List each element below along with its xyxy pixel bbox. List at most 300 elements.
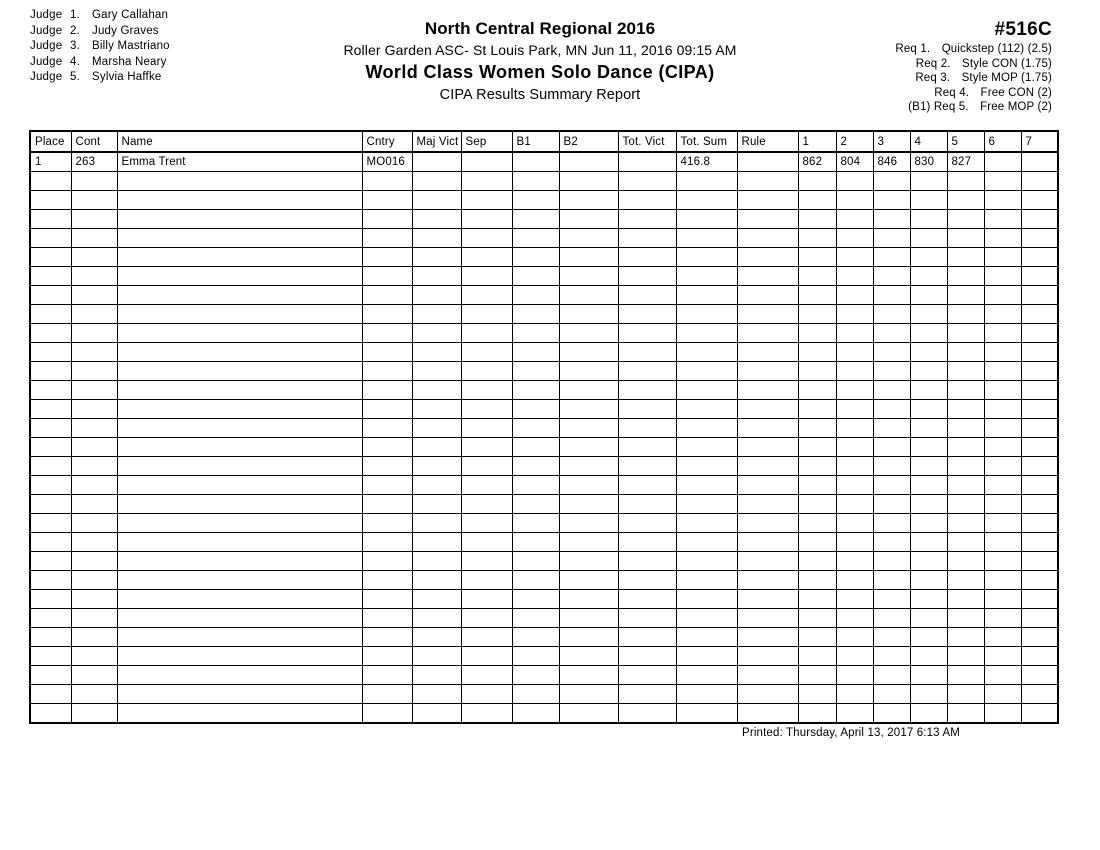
table-row-empty[interactable] xyxy=(30,571,1058,590)
cell-place xyxy=(30,666,71,685)
cell-cont xyxy=(71,476,117,495)
column-header-rule: Rule xyxy=(737,131,798,152)
cell-j5 xyxy=(947,343,984,362)
cell-b2 xyxy=(559,305,618,324)
cell-tot_vict xyxy=(618,685,676,704)
cell-tot_sum xyxy=(676,533,737,552)
cell-j4 xyxy=(910,647,947,666)
cell-maj_vict xyxy=(412,704,461,724)
cell-j2 xyxy=(836,438,873,457)
cell-b1 xyxy=(512,210,559,229)
judge-label: Judge xyxy=(30,55,63,68)
cell-tot_vict xyxy=(618,666,676,685)
cell-j7 xyxy=(1021,419,1058,438)
cell-j4 xyxy=(910,286,947,305)
cell-cont xyxy=(71,457,117,476)
cell-tot_vict xyxy=(618,267,676,286)
cell-j6 xyxy=(984,381,1021,400)
table-row-empty[interactable] xyxy=(30,609,1058,628)
cell-j7 xyxy=(1021,647,1058,666)
cell-tot_vict xyxy=(618,191,676,210)
cell-j2 xyxy=(836,514,873,533)
cell-j1 xyxy=(798,381,836,400)
cell-b2 xyxy=(559,495,618,514)
cell-b1 xyxy=(512,305,559,324)
table-row-empty[interactable] xyxy=(30,704,1058,724)
cell-maj_vict xyxy=(412,666,461,685)
cell-j2 xyxy=(836,362,873,381)
table-row-empty[interactable] xyxy=(30,343,1058,362)
cell-rule xyxy=(737,476,798,495)
cell-b1 xyxy=(512,476,559,495)
table-row-empty[interactable] xyxy=(30,248,1058,267)
cell-tot_sum xyxy=(676,381,737,400)
cell-place xyxy=(30,476,71,495)
cell-name xyxy=(117,571,362,590)
cell-cntry xyxy=(362,666,412,685)
cell-j2 xyxy=(836,457,873,476)
table-row-empty[interactable] xyxy=(30,381,1058,400)
printed-timestamp: Printed: Thursday, April 13, 2017 6:13 AM xyxy=(742,727,960,739)
judge-number: 4. xyxy=(70,55,80,68)
cell-j5 xyxy=(947,191,984,210)
cell-j1 xyxy=(798,400,836,419)
report-title-block xyxy=(260,18,820,106)
cell-j6 xyxy=(984,305,1021,324)
cell-j5 xyxy=(947,495,984,514)
cell-maj_vict xyxy=(412,419,461,438)
cell-maj_vict xyxy=(412,362,461,381)
cell-j5 xyxy=(947,267,984,286)
cell-b2 xyxy=(559,362,618,381)
cell-name xyxy=(117,419,362,438)
cell-b2 xyxy=(559,552,618,571)
cell-j6 xyxy=(984,400,1021,419)
cell-j7 xyxy=(1021,191,1058,210)
cell-b2 xyxy=(559,704,618,724)
cell-j6 xyxy=(984,210,1021,229)
cell-j4 xyxy=(910,628,947,647)
cell-sep xyxy=(461,229,512,248)
cell-tot_vict xyxy=(618,704,676,724)
cell-cntry xyxy=(362,191,412,210)
table-row-empty[interactable] xyxy=(30,210,1058,229)
cell-b1 xyxy=(512,666,559,685)
cell-cont xyxy=(71,210,117,229)
requirement-text: Free MOP (2) xyxy=(980,101,1052,113)
cell-maj_vict xyxy=(412,628,461,647)
table-row-empty[interactable] xyxy=(30,552,1058,571)
cell-b1 xyxy=(512,647,559,666)
cell-j1 xyxy=(798,324,836,343)
cell-j1 xyxy=(798,172,836,191)
cell-b1 xyxy=(512,400,559,419)
cell-tot_sum xyxy=(676,666,737,685)
cell-j3 xyxy=(873,438,910,457)
cell-j2 xyxy=(836,210,873,229)
table-row[interactable] xyxy=(30,152,1058,172)
judge-name: Judy Graves xyxy=(92,24,159,37)
cell-tot_sum xyxy=(676,704,737,724)
requirement-number: 2. xyxy=(940,57,951,70)
requirement-prefix: (B1) xyxy=(908,101,931,113)
table-row-empty[interactable] xyxy=(30,305,1058,324)
column-header-j3: 3 xyxy=(873,131,910,152)
cell-cont xyxy=(71,533,117,552)
cell-cntry xyxy=(362,457,412,476)
cell-name xyxy=(117,552,362,571)
cell-maj_vict xyxy=(412,400,461,419)
table-row-empty[interactable] xyxy=(30,495,1058,514)
cell-j5: 827 xyxy=(947,152,984,172)
cell-place xyxy=(30,552,71,571)
cell-j5 xyxy=(947,685,984,704)
cell-place xyxy=(30,400,71,419)
cell-b1 xyxy=(512,514,559,533)
cell-place xyxy=(30,191,71,210)
table-row-empty[interactable] xyxy=(30,286,1058,305)
cell-name xyxy=(117,400,362,419)
cell-b2 xyxy=(559,191,618,210)
cell-maj_vict xyxy=(412,590,461,609)
cell-cntry xyxy=(362,476,412,495)
cell-j4 xyxy=(910,400,947,419)
cell-maj_vict xyxy=(412,286,461,305)
table-row-empty[interactable] xyxy=(30,400,1058,419)
cell-place xyxy=(30,628,71,647)
cell-maj_vict xyxy=(412,552,461,571)
cell-b2 xyxy=(559,514,618,533)
cell-tot_vict xyxy=(618,457,676,476)
column-header-name: Name xyxy=(117,131,362,152)
cell-j7 xyxy=(1021,172,1058,191)
cell-place xyxy=(30,514,71,533)
cell-rule xyxy=(737,286,798,305)
cell-sep xyxy=(461,609,512,628)
cell-cntry xyxy=(362,647,412,666)
table-row-empty[interactable] xyxy=(30,628,1058,647)
cell-sep xyxy=(461,305,512,324)
table-row-empty[interactable] xyxy=(30,172,1058,191)
cell-sep xyxy=(461,628,512,647)
cell-j6 xyxy=(984,248,1021,267)
cell-name xyxy=(117,457,362,476)
cell-b2 xyxy=(559,152,618,172)
cell-name xyxy=(117,381,362,400)
cell-sep xyxy=(461,286,512,305)
cell-j7 xyxy=(1021,666,1058,685)
table-row-empty[interactable] xyxy=(30,666,1058,685)
cell-b1 xyxy=(512,286,559,305)
column-header-b2: B2 xyxy=(559,131,618,152)
cell-j7 xyxy=(1021,495,1058,514)
cell-tot_sum xyxy=(676,191,737,210)
cell-name xyxy=(117,647,362,666)
cell-rule xyxy=(737,571,798,590)
cell-b1 xyxy=(512,495,559,514)
cell-j7 xyxy=(1021,324,1058,343)
cell-maj_vict xyxy=(412,647,461,666)
cell-tot_sum xyxy=(676,571,737,590)
cell-tot_vict xyxy=(618,172,676,191)
cell-tot_vict xyxy=(618,647,676,666)
column-header-cont: Cont xyxy=(71,131,117,152)
event-number: #516C xyxy=(994,19,1052,40)
cell-tot_sum xyxy=(676,628,737,647)
cell-j3 xyxy=(873,457,910,476)
cell-j6 xyxy=(984,666,1021,685)
cell-maj_vict xyxy=(412,476,461,495)
cell-j7 xyxy=(1021,343,1058,362)
cell-j1 xyxy=(798,305,836,324)
cell-sep xyxy=(461,324,512,343)
cell-b2 xyxy=(559,172,618,191)
table-row-empty[interactable] xyxy=(30,590,1058,609)
column-header-j1: 1 xyxy=(798,131,836,152)
judge-entry xyxy=(30,39,280,55)
cell-maj_vict xyxy=(412,305,461,324)
cell-maj_vict xyxy=(412,438,461,457)
requirement-entry xyxy=(792,71,1052,86)
cell-j7 xyxy=(1021,704,1058,724)
cell-place xyxy=(30,305,71,324)
cell-b2 xyxy=(559,438,618,457)
cell-j4 xyxy=(910,552,947,571)
judge-number: 2. xyxy=(70,24,80,37)
table-row-empty[interactable] xyxy=(30,514,1058,533)
cell-sep xyxy=(461,495,512,514)
cell-cntry xyxy=(362,305,412,324)
cell-j6 xyxy=(984,152,1021,172)
cell-j2 xyxy=(836,305,873,324)
cell-sep xyxy=(461,476,512,495)
cell-name xyxy=(117,628,362,647)
cell-j4 xyxy=(910,590,947,609)
cell-j6 xyxy=(984,419,1021,438)
cell-rule xyxy=(737,438,798,457)
cell-tot_sum xyxy=(676,552,737,571)
cell-place xyxy=(30,704,71,724)
cell-j6 xyxy=(984,229,1021,248)
cell-name xyxy=(117,438,362,457)
cell-j1 xyxy=(798,191,836,210)
cell-tot_vict xyxy=(618,590,676,609)
cell-b2 xyxy=(559,533,618,552)
cell-j4: 830 xyxy=(910,152,947,172)
cell-j3 xyxy=(873,419,910,438)
cell-sep xyxy=(461,343,512,362)
cell-j5 xyxy=(947,229,984,248)
column-header-j5: 5 xyxy=(947,131,984,152)
cell-place xyxy=(30,286,71,305)
cell-name xyxy=(117,666,362,685)
cell-tot_vict xyxy=(618,571,676,590)
cell-j2 xyxy=(836,381,873,400)
column-header-cntry: Cntry xyxy=(362,131,412,152)
cell-j6 xyxy=(984,343,1021,362)
requirement-entry xyxy=(792,57,1052,72)
cell-j2 xyxy=(836,495,873,514)
cell-j2 xyxy=(836,343,873,362)
cell-j2 xyxy=(836,609,873,628)
cell-cont xyxy=(71,172,117,191)
cell-place xyxy=(30,495,71,514)
cell-j7 xyxy=(1021,229,1058,248)
cell-j1 xyxy=(798,666,836,685)
cell-j6 xyxy=(984,647,1021,666)
judge-number: 1. xyxy=(70,9,80,21)
requirement-text: Style CON (1.75) xyxy=(962,57,1052,70)
requirement-text: Style MOP (1.75) xyxy=(961,72,1052,84)
cell-rule xyxy=(737,514,798,533)
cell-maj_vict xyxy=(412,457,461,476)
cell-tot_vict xyxy=(618,248,676,267)
cell-j1 xyxy=(798,609,836,628)
judge-number: 3. xyxy=(70,40,80,52)
cell-j2 xyxy=(836,704,873,724)
results-table-container xyxy=(29,130,1048,724)
cell-b2 xyxy=(559,324,618,343)
cell-j4 xyxy=(910,343,947,362)
cell-place xyxy=(30,571,71,590)
cell-rule xyxy=(737,248,798,267)
cell-b2 xyxy=(559,571,618,590)
cell-cont xyxy=(71,305,117,324)
judge-label: Judge xyxy=(30,71,63,83)
cell-cntry xyxy=(362,533,412,552)
table-row-empty[interactable] xyxy=(30,457,1058,476)
cell-name xyxy=(117,533,362,552)
table-row-empty[interactable] xyxy=(30,647,1058,666)
column-header-tot_sum: Tot. Sum xyxy=(676,131,737,152)
cell-b1 xyxy=(512,229,559,248)
cell-cntry xyxy=(362,286,412,305)
cell-tot_sum xyxy=(676,210,737,229)
cell-j6 xyxy=(984,552,1021,571)
cell-cont xyxy=(71,286,117,305)
cell-j2 xyxy=(836,191,873,210)
table-row-empty[interactable] xyxy=(30,438,1058,457)
cell-j2 xyxy=(836,400,873,419)
cell-tot_sum xyxy=(676,229,737,248)
requirement-number: 1. xyxy=(920,43,931,55)
cell-name xyxy=(117,609,362,628)
cell-j1: 862 xyxy=(798,152,836,172)
cell-maj_vict xyxy=(412,210,461,229)
cell-tot_vict xyxy=(618,552,676,571)
cell-j2 xyxy=(836,533,873,552)
cell-maj_vict xyxy=(412,533,461,552)
judges-list xyxy=(30,8,280,86)
judge-name: Billy Mastriano xyxy=(92,40,170,52)
cell-rule xyxy=(737,495,798,514)
table-row-empty[interactable] xyxy=(30,476,1058,495)
cell-b1 xyxy=(512,343,559,362)
cell-maj_vict xyxy=(412,514,461,533)
cell-b2 xyxy=(559,286,618,305)
cell-j4 xyxy=(910,229,947,248)
cell-name xyxy=(117,248,362,267)
judge-label: Judge xyxy=(30,24,63,37)
table-row-empty[interactable] xyxy=(30,191,1058,210)
cell-j5 xyxy=(947,552,984,571)
cell-cont xyxy=(71,229,117,248)
cell-b1 xyxy=(512,324,559,343)
cell-j4 xyxy=(910,457,947,476)
cell-b2 xyxy=(559,666,618,685)
cell-j3 xyxy=(873,362,910,381)
cell-rule xyxy=(737,210,798,229)
table-row-empty[interactable] xyxy=(30,229,1058,248)
cell-tot_vict xyxy=(618,305,676,324)
cell-cntry xyxy=(362,381,412,400)
cell-j3 xyxy=(873,324,910,343)
cell-tot_sum xyxy=(676,438,737,457)
cell-j4 xyxy=(910,533,947,552)
table-header-row xyxy=(30,131,1058,152)
cell-rule xyxy=(737,457,798,476)
cell-j7 xyxy=(1021,571,1058,590)
cell-place xyxy=(30,685,71,704)
cell-j6 xyxy=(984,438,1021,457)
cell-maj_vict xyxy=(412,248,461,267)
cell-b2 xyxy=(559,381,618,400)
cell-rule xyxy=(737,628,798,647)
cell-j7 xyxy=(1021,533,1058,552)
table-row-empty[interactable] xyxy=(30,362,1058,381)
cell-j6 xyxy=(984,457,1021,476)
cell-tot_sum xyxy=(676,248,737,267)
cell-j2 xyxy=(836,419,873,438)
table-row-empty[interactable] xyxy=(30,419,1058,438)
cell-j1 xyxy=(798,286,836,305)
judge-label: Judge xyxy=(30,40,63,52)
cell-b1 xyxy=(512,172,559,191)
requirement-number: 4. xyxy=(959,86,970,99)
cell-tot_sum xyxy=(676,476,737,495)
column-header-tot_vict: Tot. Vict xyxy=(618,131,676,152)
cell-b2 xyxy=(559,628,618,647)
cell-rule xyxy=(737,419,798,438)
cell-cont xyxy=(71,419,117,438)
cell-j7 xyxy=(1021,381,1058,400)
cell-sep xyxy=(461,685,512,704)
cell-name: Emma Trent xyxy=(117,152,362,172)
cell-cont xyxy=(71,267,117,286)
cell-sep xyxy=(461,267,512,286)
cell-j5 xyxy=(947,704,984,724)
cell-rule xyxy=(737,172,798,191)
table-row-empty[interactable] xyxy=(30,324,1058,343)
table-row-empty[interactable] xyxy=(30,533,1058,552)
event-info-block xyxy=(792,18,1052,115)
cell-j4 xyxy=(910,210,947,229)
table-row-empty[interactable] xyxy=(30,267,1058,286)
cell-j6 xyxy=(984,172,1021,191)
cell-maj_vict xyxy=(412,495,461,514)
cell-b1 xyxy=(512,628,559,647)
cell-j5 xyxy=(947,457,984,476)
table-row-empty[interactable] xyxy=(30,685,1058,704)
cell-j5 xyxy=(947,476,984,495)
cell-maj_vict xyxy=(412,343,461,362)
cell-cont xyxy=(71,343,117,362)
cell-j2 xyxy=(836,552,873,571)
cell-j7 xyxy=(1021,286,1058,305)
cell-b2 xyxy=(559,609,618,628)
cell-cntry: MO016 xyxy=(362,152,412,172)
cell-j5 xyxy=(947,514,984,533)
